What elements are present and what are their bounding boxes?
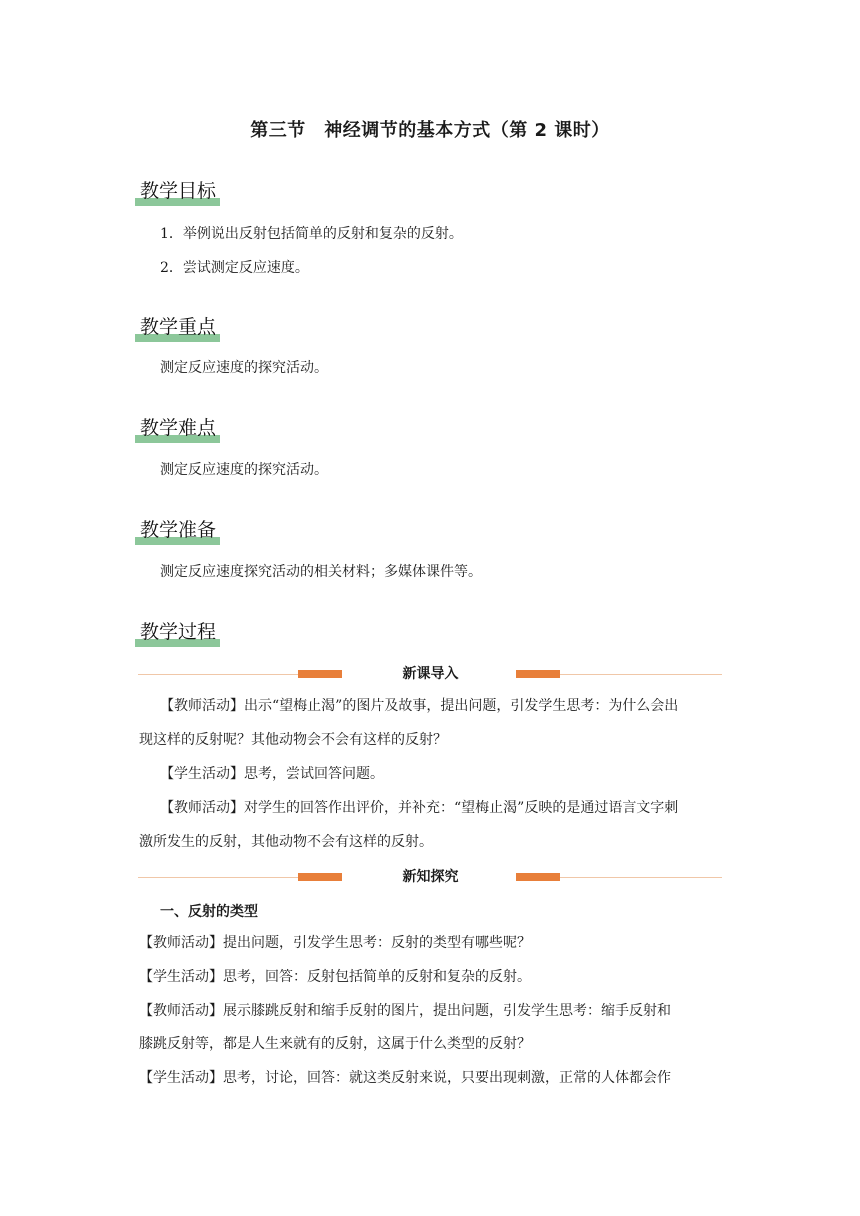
divider-label: 新课导入 (402, 666, 459, 682)
divider-line (138, 877, 298, 878)
objective-item: 2．尝试测定反应速度。 (160, 260, 309, 276)
key-points-text: 测定反应速度的探究活动。 (160, 360, 328, 376)
divider-bar (516, 670, 560, 678)
divider-label: 新知探究 (402, 869, 459, 885)
preparation-text: 测定反应速度探究活动的相关材料；多媒体课件等。 (160, 564, 482, 580)
body-line: 【学生活动】思考，尝试回答问题。 (160, 766, 384, 782)
section-heading-objectives (135, 176, 220, 203)
section-heading-text: 教学难点 (140, 417, 217, 439)
divider-bar (516, 873, 560, 881)
body-line: 【教师活动】提出问题，引发学生思考：反射的类型有哪些呢？ (139, 935, 531, 951)
body-line: 【教师活动】展示膝跳反射和缩手反射的图片，提出问题，引发学生思考：缩手反射和 (139, 1003, 671, 1019)
objective-item: 1．举例说出反射包括简单的反射和复杂的反射。 (160, 226, 463, 242)
page-title: 第三节 神经调节的基本方式（第 2 课时） (250, 120, 610, 141)
body-line: 激所发生的反射，其他动物不会有这样的反射。 (139, 834, 433, 850)
section-heading-key-points (135, 312, 220, 339)
divider-line (560, 877, 722, 878)
section-heading-text: 教学目标 (140, 180, 217, 202)
divider-bar (298, 670, 342, 678)
section-heading-text: 教学重点 (140, 316, 217, 338)
body-line: 现这样的反射呢？其他动物会不会有这样的反射？ (139, 732, 447, 748)
divider-bar (298, 873, 342, 881)
divider-line (560, 674, 722, 675)
body-line: 膝跳反射等，都是人生来就有的反射，这属于什么类型的反射？ (139, 1036, 531, 1052)
body-line: 【教师活动】出示“望梅止渴”的图片及故事，提出问题，引发学生思考：为什么会出 (160, 698, 679, 714)
section-heading-preparation (135, 515, 220, 542)
section-heading-text: 教学准备 (140, 519, 217, 541)
section-heading-process (135, 617, 220, 644)
subheading: 一、反射的类型 (160, 904, 258, 920)
difficulties-text: 测定反应速度的探究活动。 (160, 462, 328, 478)
section-heading-difficulties (135, 413, 220, 440)
section-divider-explore (138, 866, 722, 888)
divider-line (138, 674, 298, 675)
body-line: 【学生活动】思考，回答：反射包括简单的反射和复杂的反射。 (139, 969, 531, 985)
section-divider-intro (138, 663, 722, 685)
body-line: 【教师活动】对学生的回答作出评价，并补充：“望梅止渴”反映的是通过语言文字刺 (160, 800, 679, 816)
section-heading-text: 教学过程 (140, 621, 217, 643)
body-line: 【学生活动】思考，讨论，回答：就这类反射来说，只要出现刺激，正常的人体都会作 (139, 1070, 671, 1086)
